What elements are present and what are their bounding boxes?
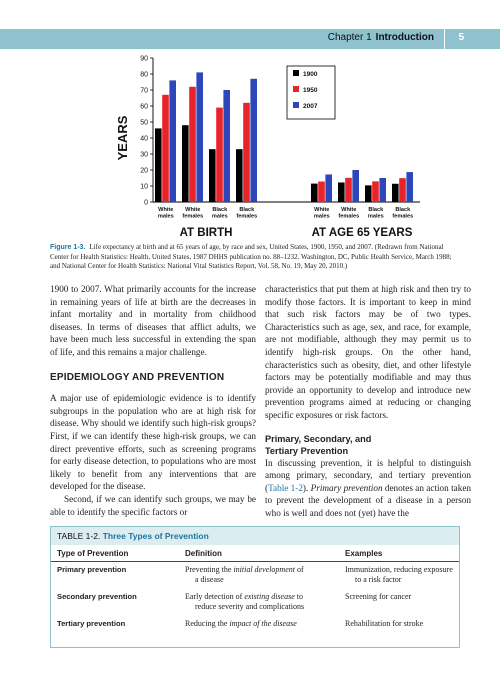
bar-2007 bbox=[196, 72, 203, 202]
legend-label: 1950 bbox=[303, 87, 318, 94]
y-tick-label: 80 bbox=[140, 71, 148, 79]
prevention-definition: Early detection of existing disease to reduce severity and complications bbox=[185, 592, 305, 611]
column-header: Definition bbox=[179, 545, 339, 562]
category-label: males bbox=[211, 213, 228, 220]
bar-2007 bbox=[406, 172, 413, 202]
y-axis-label: YEARS bbox=[115, 115, 130, 161]
legend-label: 1900 bbox=[303, 71, 318, 78]
prevention-type: Primary prevention bbox=[57, 565, 127, 574]
prevention-example: Rehabilitation for stroke bbox=[345, 619, 424, 628]
bar-1950 bbox=[216, 108, 223, 202]
group-title: AT AGE 65 YEARS bbox=[311, 227, 413, 239]
bar-1950 bbox=[399, 178, 406, 202]
table-title-bar bbox=[51, 527, 459, 545]
category-label: females bbox=[236, 213, 258, 220]
y-tick-label: 0 bbox=[144, 199, 148, 207]
bar-2007 bbox=[379, 178, 386, 202]
bar-2007 bbox=[352, 170, 359, 202]
page-number: 5 bbox=[458, 32, 464, 43]
chapter-title: Chapter 1 Introduction bbox=[327, 32, 434, 43]
y-tick-label: 10 bbox=[140, 183, 148, 191]
y-tick-label: 60 bbox=[140, 103, 148, 111]
prevention-table bbox=[50, 526, 460, 648]
bar-1950 bbox=[345, 178, 352, 202]
y-tick-label: 20 bbox=[140, 167, 148, 175]
table-row bbox=[51, 616, 459, 633]
category-label: males bbox=[157, 213, 174, 220]
prevention-example: Screening for cancer bbox=[345, 592, 412, 601]
y-tick-label: 30 bbox=[140, 151, 148, 159]
column-header: Type of Prevention bbox=[51, 545, 179, 562]
prevention-example: Immunization, reducing exposure to a risk factor bbox=[345, 565, 453, 584]
category-label: males bbox=[313, 213, 330, 220]
category-label: Black bbox=[239, 207, 255, 213]
table-header-row bbox=[51, 545, 459, 562]
table-reference-link[interactable]: Table 1-2 bbox=[268, 482, 303, 493]
legend-label: 2007 bbox=[303, 103, 318, 110]
bar-1900 bbox=[338, 182, 345, 202]
legend-swatch bbox=[293, 102, 299, 108]
life-expectancy-chart bbox=[95, 52, 425, 240]
y-tick-label: 40 bbox=[140, 135, 148, 143]
right-column bbox=[265, 283, 471, 520]
prevention-definition: Preventing the initial development of a disease bbox=[185, 565, 304, 584]
prevention-type: Tertiary prevention bbox=[57, 619, 126, 628]
bar-1900 bbox=[182, 125, 189, 202]
bar-1950 bbox=[243, 103, 250, 202]
body-paragraph: characteristics that put them at high risk and then try to modify those factors. It is important to keep in mind that such risk factors may be of two types. Characteristics such as age, sex, and race, for example, are not modifiable, although they may permit us to identify high-risk groups. On the other hand, characteristics such as obesity, diet, and other lifestyle factors may be potentially modifiable and may thus provide an opportunity to develop and introduce new prevention programs aimed at reducing or changing specific exposures or risk factors. bbox=[265, 284, 471, 420]
bar-1950 bbox=[318, 182, 325, 202]
category-label: White bbox=[185, 207, 201, 213]
bar-2007 bbox=[223, 90, 230, 202]
y-tick-label: 50 bbox=[140, 119, 148, 127]
category-label: White bbox=[158, 207, 174, 213]
legend-swatch bbox=[293, 86, 299, 92]
bar-1900 bbox=[365, 185, 372, 202]
category-label: Black bbox=[395, 207, 411, 213]
category-label: White bbox=[341, 207, 357, 213]
section-heading: EPIDEMIOLOGY AND PREVENTION bbox=[50, 371, 225, 383]
body-paragraph: A major use of epidemiologic evidence is to identify subgroups in the population who are at high risk for disease. Why should we identify such high-risk groups? First, if we can identify these high-risk groups, we can direct preventive efforts, such as screening programs for early disease detection, to populations who are most likely to benefit from any interventions that are developed for the disease. bbox=[50, 393, 256, 492]
prevention-definition: Reducing the impact of the disease bbox=[185, 619, 297, 628]
bar-1950 bbox=[162, 95, 169, 202]
body-paragraph: Second, if we can identify such groups, we may be able to identify the specific factors or bbox=[50, 493, 256, 517]
table-label: TABLE 1-2. bbox=[57, 531, 101, 541]
table-title: Three Types of Prevention bbox=[102, 531, 209, 541]
prevention-type: Secondary prevention bbox=[57, 592, 137, 601]
figure-caption-text: Life expectancy at birth and at 65 years of age, by race and sex, United States, 1900, 1950, and 2007. (Redrawn from National Center for Health Statistics: Health, United States, 1987 DHHS publication no. 88–1232. Washington, DC, Public Health Service, March 1988; and National Center for Health Statistics: National Vital Statistics Report, Vol. 58, No. 19, May 20, 2010.) bbox=[50, 243, 452, 271]
bar-2007 bbox=[169, 80, 176, 202]
group-title: AT BIRTH bbox=[179, 227, 233, 239]
figure-label: Figure 1-3. bbox=[50, 244, 86, 251]
category-label: males bbox=[367, 213, 384, 220]
bar-2007 bbox=[250, 79, 257, 202]
header-divider bbox=[444, 29, 445, 49]
column-header: Examples bbox=[339, 545, 459, 562]
bar-2007 bbox=[325, 174, 332, 202]
category-label: females bbox=[338, 213, 360, 220]
running-header bbox=[0, 29, 500, 49]
category-label: Black bbox=[212, 207, 228, 213]
body-paragraph: 1900 to 2007. What primarily accounts for the increase in remaining years of life at birth are the decreases in infant mortality and in mortality from childhood diseases. In terms of diseases that afflict adults, we have been much less successful in extending the span of life, and this remains a major challenge. bbox=[50, 284, 256, 357]
bar-1950 bbox=[189, 87, 196, 202]
category-label: White bbox=[314, 207, 330, 213]
bar-1900 bbox=[209, 149, 216, 202]
bar-1900 bbox=[236, 149, 243, 202]
legend-swatch bbox=[293, 70, 299, 76]
bar-1900 bbox=[155, 128, 162, 202]
category-label: females bbox=[392, 213, 414, 220]
prevention-table-grid bbox=[51, 545, 459, 633]
bar-1900 bbox=[311, 184, 318, 202]
body-paragraph: In discussing prevention, it is helpful to distinguish among primary, secondary, and tertiary prevention (Table 1-2). Primary prevention denotes an action taken to prevent the development of a disease in a person who is well and does not (yet) have the bbox=[265, 457, 471, 518]
bar-1900 bbox=[392, 184, 399, 202]
category-label: females bbox=[182, 213, 204, 220]
figure-caption bbox=[50, 243, 460, 272]
table-row bbox=[51, 562, 459, 590]
subheading: Primary, Secondary, and Tertiary Prevention bbox=[265, 433, 372, 456]
category-label: Black bbox=[368, 207, 384, 213]
y-tick-label: 70 bbox=[140, 87, 148, 95]
table-row bbox=[51, 589, 459, 616]
left-column bbox=[50, 283, 256, 518]
y-tick-label: 90 bbox=[140, 55, 148, 63]
bar-1950 bbox=[372, 181, 379, 202]
